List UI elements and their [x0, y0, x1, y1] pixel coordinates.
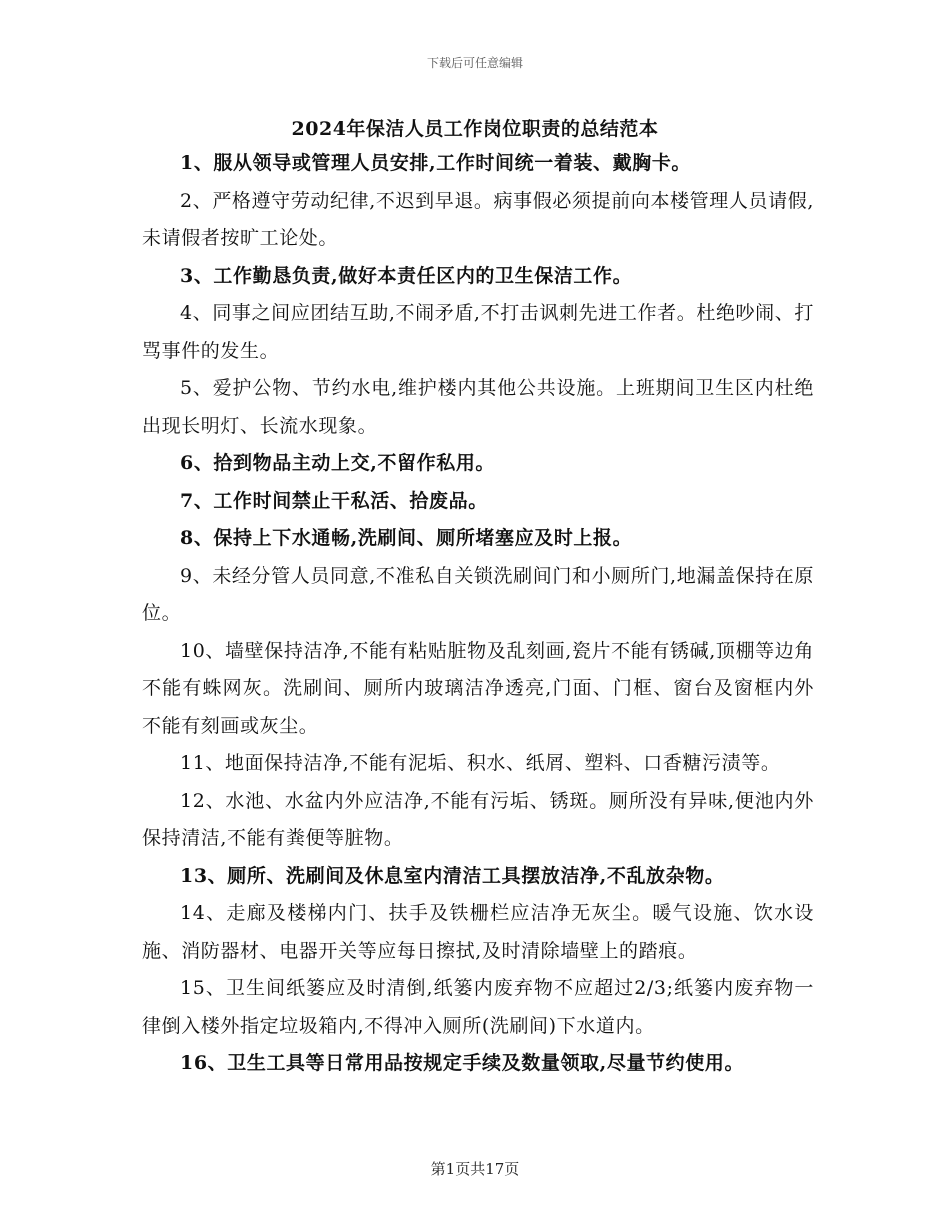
paragraph-5: 5、爱护公物、节约水电,维护楼内其他公共设施。上班期间卫生区内杜绝出现长明灯、长流水现象。 — [142, 377, 814, 437]
paragraph-16: 16、卫生工具等日常用品按规定手续及数量领取,尽量节约使用。 — [180, 1052, 745, 1074]
paragraph-12: 12、水池、水盆内外应洁净,不能有污垢、锈斑。厕所没有异味,便池内外保持清洁,不能有粪便等脏物。 — [142, 789, 814, 849]
page-number: 第1页共17页 — [430, 1160, 520, 1178]
document-title: 2024年保洁人员工作岗位职责的总结范本 — [291, 118, 659, 140]
paragraph-8: 8、保持上下水通畅,洗刷间、厕所堵塞应及时上报。 — [180, 527, 633, 549]
paragraph-13: 13、厕所、洗刷间及休息室内清洁工具摆放洁净,不乱放杂物。 — [180, 864, 725, 887]
paragraph-6: 6、拾到物品主动上交,不留作私用。 — [180, 452, 496, 474]
paragraph-4: 4、同事之间应团结互助,不闹矛盾,不打击讽刺先进工作者。杜绝吵闹、打骂事件的发生。 — [142, 302, 814, 362]
header-note: 下载后可任意编辑 — [426, 56, 523, 70]
paragraph-7: 7、工作时间禁止干私活、拾废品。 — [180, 489, 488, 512]
paragraph-2: 2、严格遵守劳动纪律,不迟到早退。病事假必须提前向本楼管理人员请假,未请假者按旷工论处。 — [142, 189, 814, 249]
paragraph-3: 3、工作勤恳负责,做好本责任区内的卫生保洁工作。 — [180, 264, 633, 287]
paragraph-15: 15、卫生间纸篓应及时清倒,纸篓内废弃物不应超过2/3;纸篓内废弃物一律倒入楼外指定垃圾箱内,不得冲入厕所(洗刷间)下水道内。 — [142, 977, 814, 1037]
paragraph-9: 9、未经分管人员同意,不准私自关锁洗刷间门和小厕所门,地漏盖保持在原位。 — [142, 564, 814, 624]
paragraph-14: 14、走廊及楼梯内门、扶手及铁栅栏应洁净无灰尘。暖气设施、饮水设施、消防器材、电器开关等应每日擦拭,及时清除墙壁上的踏痕。 — [142, 902, 814, 962]
document-body — [142, 145, 814, 1083]
paragraph-10: 10、墙壁保持洁净,不能有粘贴脏物及乱刻画,瓷片不能有锈碱,顶棚等边角不能有蛛网灰。洗刷间、厕所内玻璃洁净透亮,门面、门框、窗台及窗框内外不能有刻画或灰尘。 — [142, 639, 814, 737]
paragraph-11: 11、地面保持洁净,不能有泥垢、积水、纸屑、塑料、口香糖污渍等。 — [180, 752, 781, 774]
paragraph-1: 1、服从领导或管理人员安排,工作时间统一着装、戴胸卡。 — [180, 152, 692, 174]
